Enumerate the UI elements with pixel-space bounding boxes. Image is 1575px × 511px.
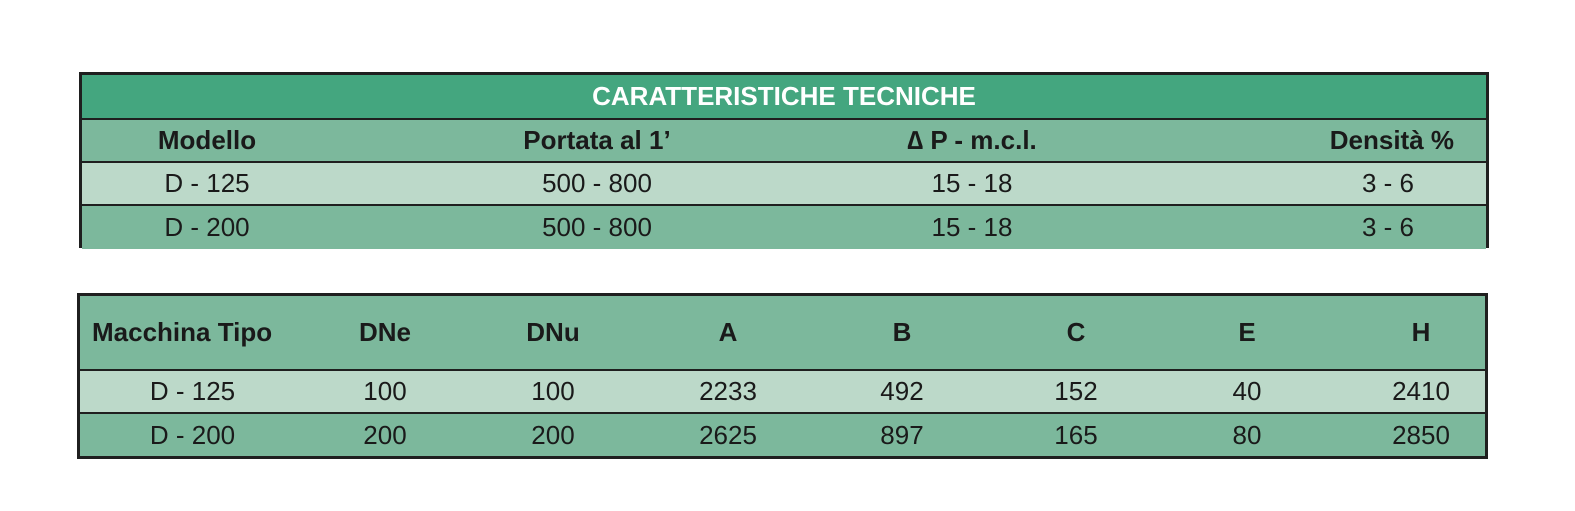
table-cell: 100 [363, 376, 407, 406]
table-row [82, 206, 1486, 249]
header-a: A [718, 317, 738, 347]
header-b: B [892, 317, 912, 347]
header-e: E [1238, 317, 1256, 347]
table-cell: 200 [531, 419, 575, 450]
table-cell: 3 - 6 [1361, 212, 1414, 242]
table-cell: 897 [880, 419, 924, 450]
table-cell: 2625 [699, 419, 757, 450]
table-cell: 200 [363, 419, 407, 450]
header-densita: Densità % [1329, 125, 1454, 155]
table-cell: 2233 [699, 376, 757, 406]
table-header-row [82, 120, 1486, 163]
table-cell: 40 [1232, 376, 1262, 406]
header-portata: Portata al 1’ [523, 125, 671, 155]
table-cell: D - 200 [149, 419, 236, 450]
table-cell: 80 [1232, 419, 1262, 450]
machine-dimensions-table [77, 293, 1488, 459]
table-cell: 500 - 800 [542, 168, 652, 198]
table-cell: 15 - 18 [931, 212, 1013, 242]
header-h: H [1411, 317, 1431, 347]
table-cell: D - 125 [149, 376, 236, 406]
table-cell: 165 [1054, 419, 1098, 450]
table-cell: D - 125 [164, 168, 250, 198]
table-cell: 492 [880, 376, 924, 406]
table-row [82, 163, 1486, 206]
header-delta-p: ∆ P - m.c.l. [907, 125, 1037, 155]
table-cell: 3 - 6 [1361, 168, 1414, 198]
header-dne: DNe [358, 317, 411, 347]
header-c: C [1066, 317, 1086, 347]
header-modello: Modello [157, 125, 257, 155]
table-title: CARATTERISTICHE TECNICHE [592, 81, 976, 111]
table-cell: D - 200 [164, 212, 250, 242]
table-cell: 2410 [1392, 376, 1450, 406]
table-title-row [82, 75, 1486, 120]
header-macchina-tipo: Macchina Tipo [92, 317, 273, 347]
header-dnu: DNu [526, 317, 580, 347]
table-row [80, 414, 1485, 456]
table-cell: 15 - 18 [931, 168, 1013, 198]
table-cell: 2850 [1392, 419, 1450, 450]
table-cell: 500 - 800 [542, 212, 652, 242]
table-header-row [80, 296, 1485, 371]
table-cell: 152 [1054, 376, 1098, 406]
table-row [80, 371, 1485, 414]
technical-characteristics-table [79, 72, 1489, 248]
table-cell: 100 [531, 376, 575, 406]
